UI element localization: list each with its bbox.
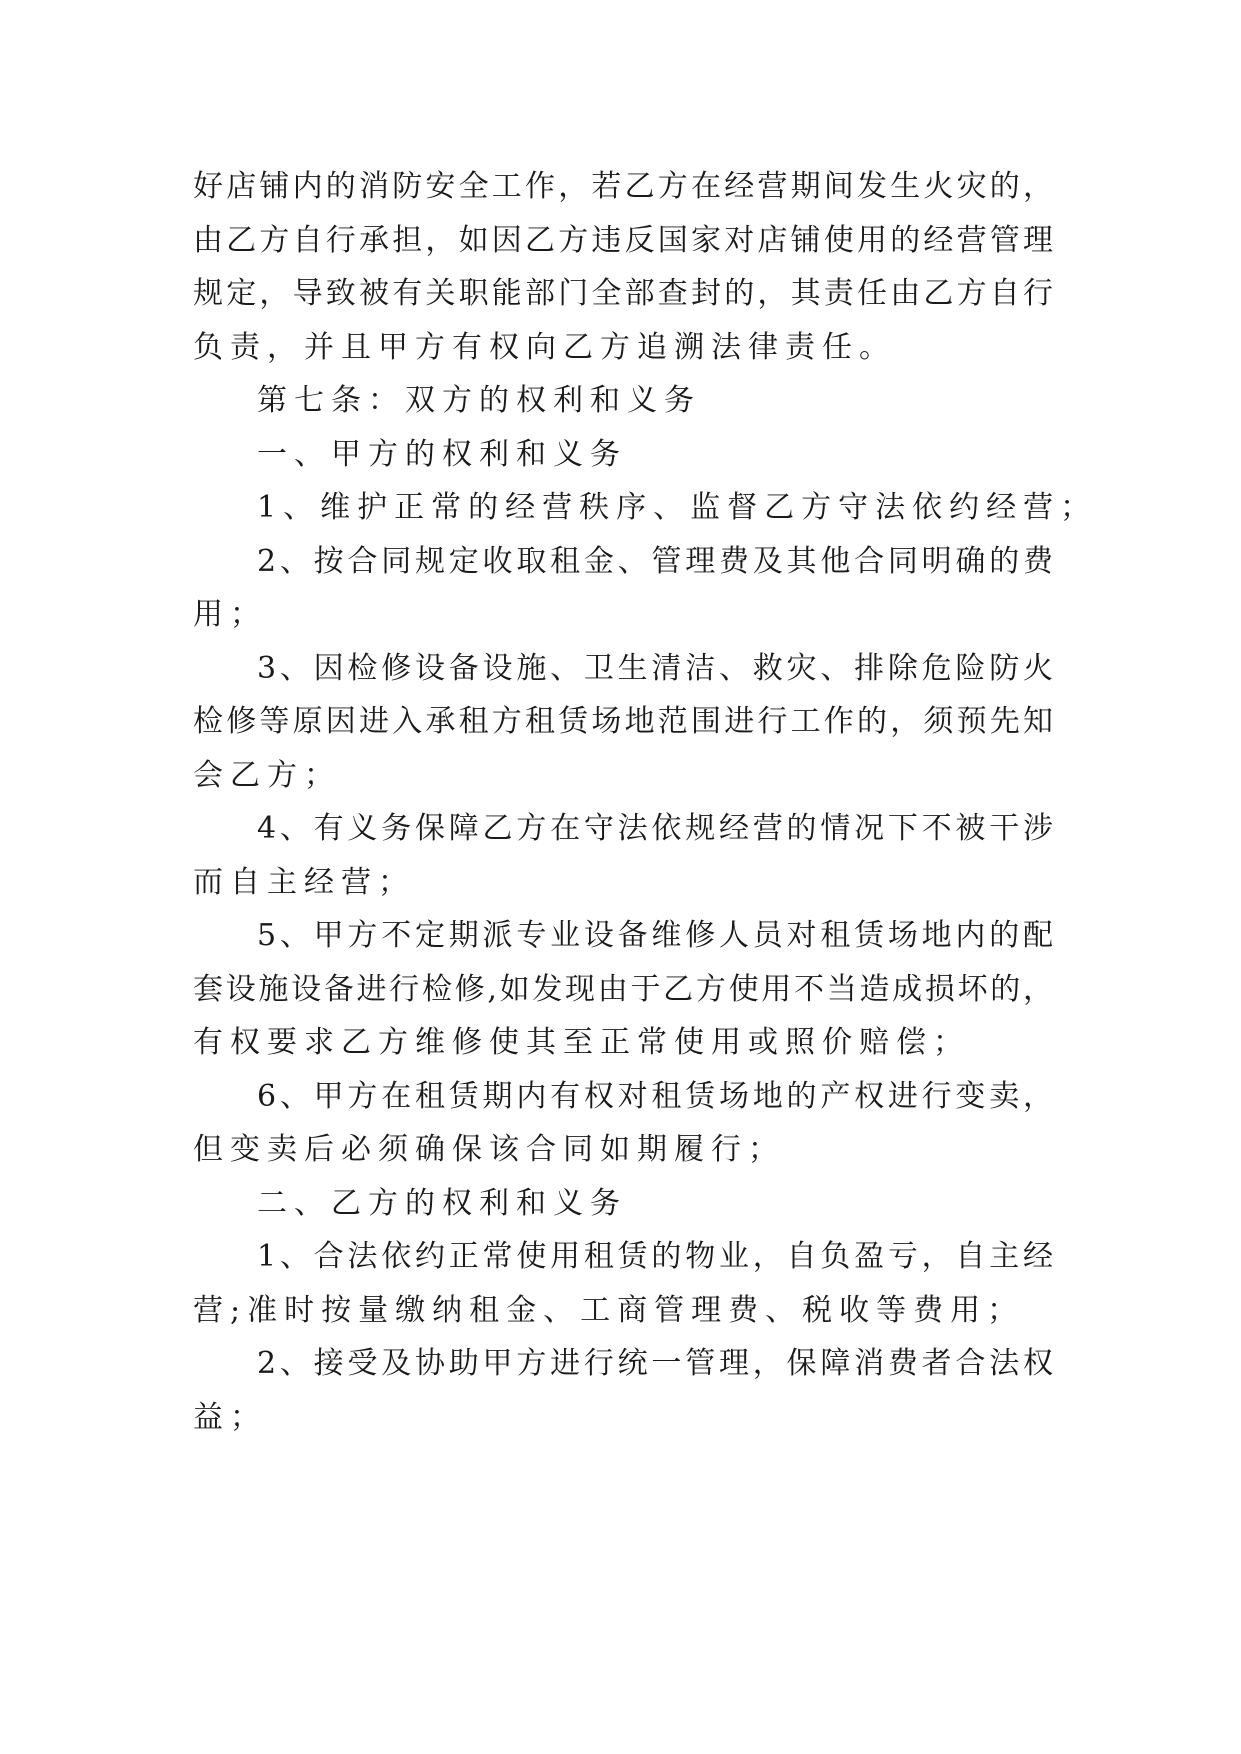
list-item-continuation: 而自主经营； — [193, 865, 415, 900]
list-item-continuation: 会乙方； — [193, 758, 341, 793]
list-item: 2、按合同规定收取租金、管理费及其他合同明确的费 — [257, 544, 1053, 579]
list-item: 4、有义务保障乙方在守法依规经营的情况下不被干涉 — [257, 811, 1053, 846]
list-item-continuation: 检修等原因进入承租方租赁场地范围进行工作的，须预先知 — [193, 704, 1053, 739]
text-line: 负责，并且甲方有权向乙方追溯法律责任。 — [193, 330, 896, 365]
text-line: 好店铺内的消防安全工作，若乙方在经营期间发生火灾的， — [193, 169, 1053, 204]
list-item: 6、甲方在租赁期内有权对租赁场地的产权进行变卖， — [257, 1079, 1053, 1114]
list-item: 2、接受及协助甲方进行统一管理，保障消费者合法权 — [257, 1346, 1053, 1381]
list-item-continuation: 套设施设备进行检修,如发现由于乙方使用不当造成损坏的， — [193, 972, 1053, 1007]
list-item-continuation: 营;准时按量缴纳租金、工商管理费、税收等费用； — [193, 1293, 1025, 1328]
list-item: 3、因检修设备设施、卫生清洁、救灾、排除危险防火 — [257, 651, 1053, 686]
list-item-continuation: 有权要求乙方维修使其至正常使用或照价赔偿； — [193, 1025, 970, 1060]
section-heading: 第七条：双方的权利和义务 — [257, 383, 701, 418]
text-line: 规定，导致被有关职能部门全部查封的，其责任由乙方自行 — [193, 276, 1053, 311]
text-line: 由乙方自行承担，如因乙方违反国家对店铺使用的经营管理 — [193, 223, 1053, 258]
list-item-continuation: 但变卖后必须确保该合同如期履行； — [193, 1132, 785, 1167]
subsection-heading: 一、甲方的权利和义务 — [257, 437, 627, 472]
list-item-continuation: 用； — [193, 597, 267, 632]
list-item: 5、甲方不定期派专业设备维修人员对租赁场地内的配 — [257, 918, 1053, 953]
list-item-continuation: 益； — [193, 1400, 267, 1435]
list-item: 1、合法依约正常使用租赁的物业，自负盈亏，自主经 — [257, 1239, 1053, 1274]
subsection-heading: 二、乙方的权利和义务 — [257, 1186, 627, 1221]
list-item: 1、维护正常的经营秩序、监督乙方守法依约经营； — [257, 490, 1098, 525]
